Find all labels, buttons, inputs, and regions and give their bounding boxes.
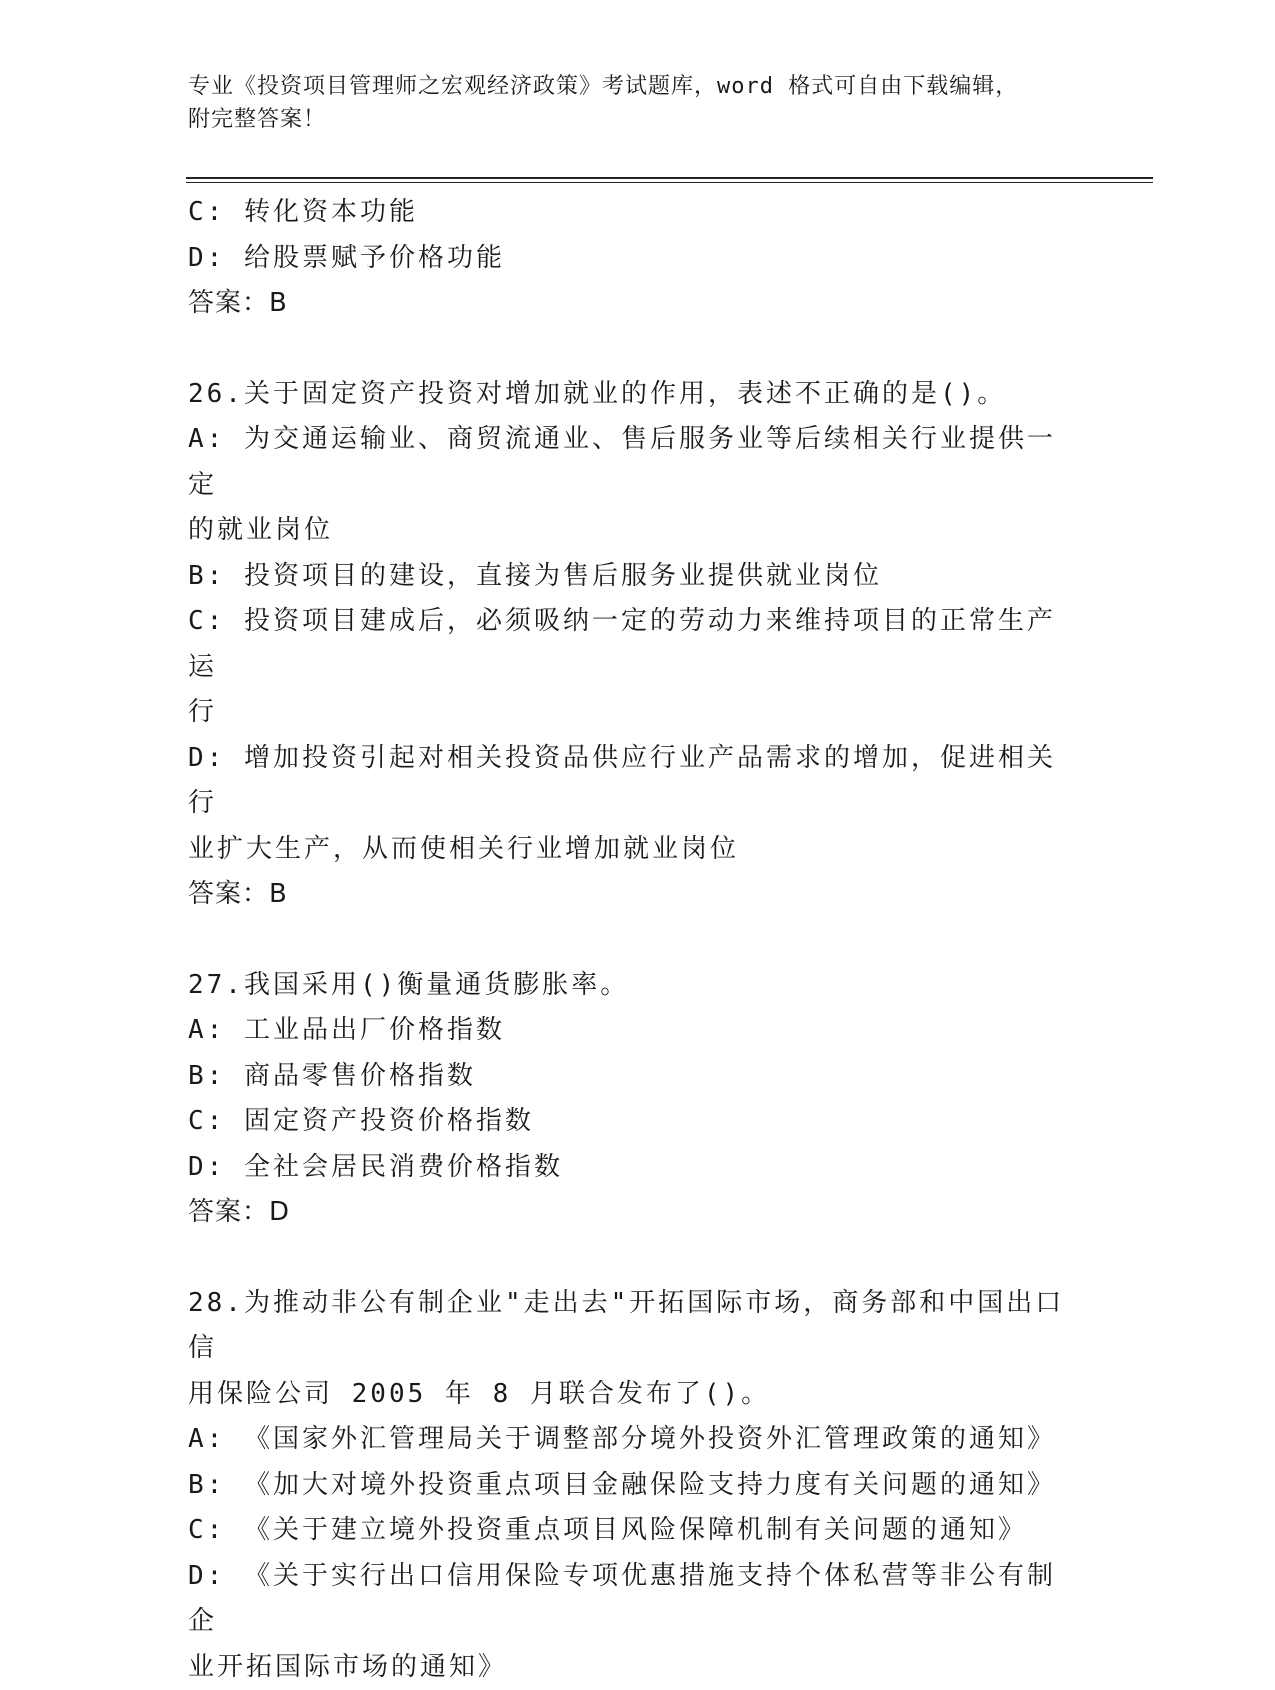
q28-option-d-line-1: D: 《关于实行出口信用保险专项优惠措施支持个体私营等非公有制企 xyxy=(188,1554,1073,1645)
q27-stem: 27.我国采用()衡量通货膨胀率。 xyxy=(188,963,1073,1009)
spacer xyxy=(188,327,1073,372)
q27-option-d: D: 全社会居民消费价格指数 xyxy=(188,1145,1073,1191)
q26-option-a-line-2: 的就业岗位 xyxy=(188,508,1073,554)
q27-option-a: A: 工业品出厂价格指数 xyxy=(188,1008,1073,1054)
q26-option-c-line-1: C: 投资项目建成后，必须吸纳一定的劳动力来维持项目的正常生产运 xyxy=(188,599,1073,690)
q28-option-a: A: 《国家外汇管理局关于调整部分境外投资外汇管理政策的通知》 xyxy=(188,1417,1073,1463)
q28-option-d-line-2: 业开拓国际市场的通知》 xyxy=(188,1645,1073,1690)
q28-stem-line-2: 用保险公司 2005 年 8 月联合发布了()。 xyxy=(188,1372,1073,1418)
header-divider-thick xyxy=(186,177,1153,179)
q27-option-c: C: 固定资产投资价格指数 xyxy=(188,1099,1073,1145)
q26-option-b: B: 投资项目的建设，直接为售后服务业提供就业岗位 xyxy=(188,554,1073,600)
q26-option-c-line-2: 行 xyxy=(188,690,1073,736)
q26-answer: 答案：B xyxy=(188,872,1073,918)
q26-option-a-line-1: A: 为交通运输业、商贸流通业、售后服务业等后续相关行业提供一定 xyxy=(188,417,1073,508)
q25-option-d: D: 给股票赋予价格功能 xyxy=(188,236,1073,282)
q27-option-b: B: 商品零售价格指数 xyxy=(188,1054,1073,1100)
q26-option-d-line-2: 业扩大生产，从而使相关行业增加就业岗位 xyxy=(188,827,1073,873)
q27-answer: 答案：D xyxy=(188,1190,1073,1236)
q28-stem-line-1: 28.为推动非公有制企业"走出去"开拓国际市场，商务部和中国出口信 xyxy=(188,1281,1073,1372)
q26-stem: 26.关于固定资产投资对增加就业的作用，表述不正确的是()。 xyxy=(188,372,1073,418)
q26-option-d-line-1: D: 增加投资引起对相关投资品供应行业产品需求的增加，促进相关行 xyxy=(188,736,1073,827)
document-header xyxy=(188,70,1058,136)
q28-option-c: C: 《关于建立境外投资重点项目风险保障机制有关问题的通知》 xyxy=(188,1508,1073,1554)
header-line-1: 专业《投资项目管理师之宏观经济政策》考试题库，word 格式可自由下载编辑， xyxy=(188,70,1058,103)
spacer xyxy=(188,1236,1073,1281)
q25-answer: 答案：B xyxy=(188,281,1073,327)
header-line-2: 附完整答案！ xyxy=(188,103,1058,136)
header-divider-thin xyxy=(186,182,1153,183)
q28-option-b: B: 《加大对境外投资重点项目金融保险支持力度有关问题的通知》 xyxy=(188,1463,1073,1509)
q25-option-c: C: 转化资本功能 xyxy=(188,190,1073,236)
question-content xyxy=(188,190,1073,1690)
spacer xyxy=(188,918,1073,963)
